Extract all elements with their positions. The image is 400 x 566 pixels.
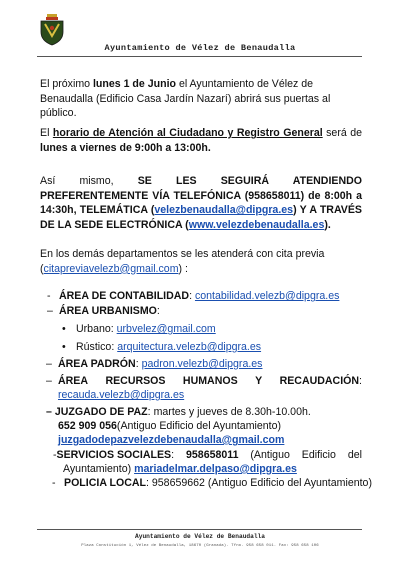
contabilidad-email-link[interactable]: contabilidad.velezb@dipgra.es (194, 290, 340, 302)
rustico-email-link[interactable]: arquitectura.velezb@dipgra.es (117, 341, 262, 353)
opening-paragraph: El próximo lunes 1 de Junio el Ayuntamiento de Vélez de Benaudalla (Edificio Casa Jardín Nazarí) abrirá sus puertas al público. (40, 78, 331, 120)
bullet-icon: • (62, 323, 66, 335)
dept-juzgado-email (58, 433, 284, 448)
header-divider (37, 56, 362, 57)
dept-juzgado: – JUZGADO DE PAZ: martes y jueves de 8.30h-10.00h. (46, 406, 311, 418)
servicios-email-link[interactable]: mariadelmar.delpaso@dipgra.es (134, 463, 297, 475)
dept-urbanismo: – ÁREA URBANISMO: (47, 305, 160, 317)
website-link[interactable]: www.velezdebenaudalla.es (188, 218, 325, 231)
footer-divider (37, 529, 362, 530)
juzgado-email-link[interactable]: juzgadodepazvelezdebenaudalla@gmail.com (58, 434, 285, 446)
urbano-email-link[interactable]: urbvelez@gmail.com (116, 323, 216, 335)
municipal-crest-icon (38, 14, 66, 46)
dept-recursos-humanos-email (58, 388, 184, 403)
recauda-email-link[interactable]: recauda.velezb@dipgra.es (58, 389, 185, 401)
appointment-email-link[interactable]: citapreviavelezb@gmail.com (43, 262, 179, 275)
dept-urbanismo-rustico: • Rústico: arquitectura.velezb@dipgra.es (62, 341, 262, 353)
header-title: Ayuntamiento de Vélez de Benaudalla (104, 43, 296, 53)
footer-address: Plaza Constitución 1, Vélez de Benaudalla, 18670 (Granada). Tfno. 958 658 011. Fax: 958 658 106 (81, 544, 319, 548)
appointment-paragraph: En los demás departamentos se les atenderá con cita previa (citapreviavelezb@gmail.com) : (40, 248, 325, 275)
padron-email-link[interactable]: padron.velezb@dipgra.es (141, 358, 263, 370)
dept-juzgado-phone: 652 909 056(Antiguo Edificio del Ayuntamiento) (58, 420, 282, 432)
bullet-icon: • (62, 341, 66, 353)
dept-servicios-sociales-email: Ayuntamiento) mariadelmar.delpaso@dipgra.es (63, 463, 297, 475)
dept-servicios-sociales: -SERVICIOS SOCIALES: 958658011 (Antiguo Edificio del (53, 449, 362, 461)
main-email-link[interactable]: velezbenaudalla@dipgra.es (154, 204, 294, 217)
dept-padron: – ÁREA PADRÓN: padron.velezb@dipgra.es (46, 358, 263, 370)
contact-paragraph: Así mismo, SE LES SEGUIRÁ ATENDIENDO PREFERENTEMENTE VÍA TELEFÓNICA (958658011) de 8:00h a 14:30h, TELEMÁTICA (velezbenaudalla@dipgra.es) Y A TRAVÉS DE LA SEDE ELECTRÓNICA (www.velezdebenaudalla.es). (40, 175, 363, 231)
schedule-paragraph: El horario de Atención al Ciudadano y Registro General será de lunes a viernes de 9:00h a 13:00h. (40, 127, 362, 154)
dept-urbanismo-urbano: • Urbano: urbvelez@gmail.com (62, 323, 216, 335)
dept-contabilidad: - ÁREA DE CONTABILIDAD: contabilidad.velezb@dipgra.es (47, 290, 340, 302)
dept-policia-local: - POLICIA LOCAL: 958659662 (Antiguo Edificio del Ayuntamiento) (52, 477, 372, 489)
footer-title: Ayuntamiento de Vélez de Benaudalla (135, 533, 265, 540)
dept-recursos-humanos: – ÁREA RECURSOS HUMANOS Y RECAUDACIÓN: (46, 375, 362, 387)
